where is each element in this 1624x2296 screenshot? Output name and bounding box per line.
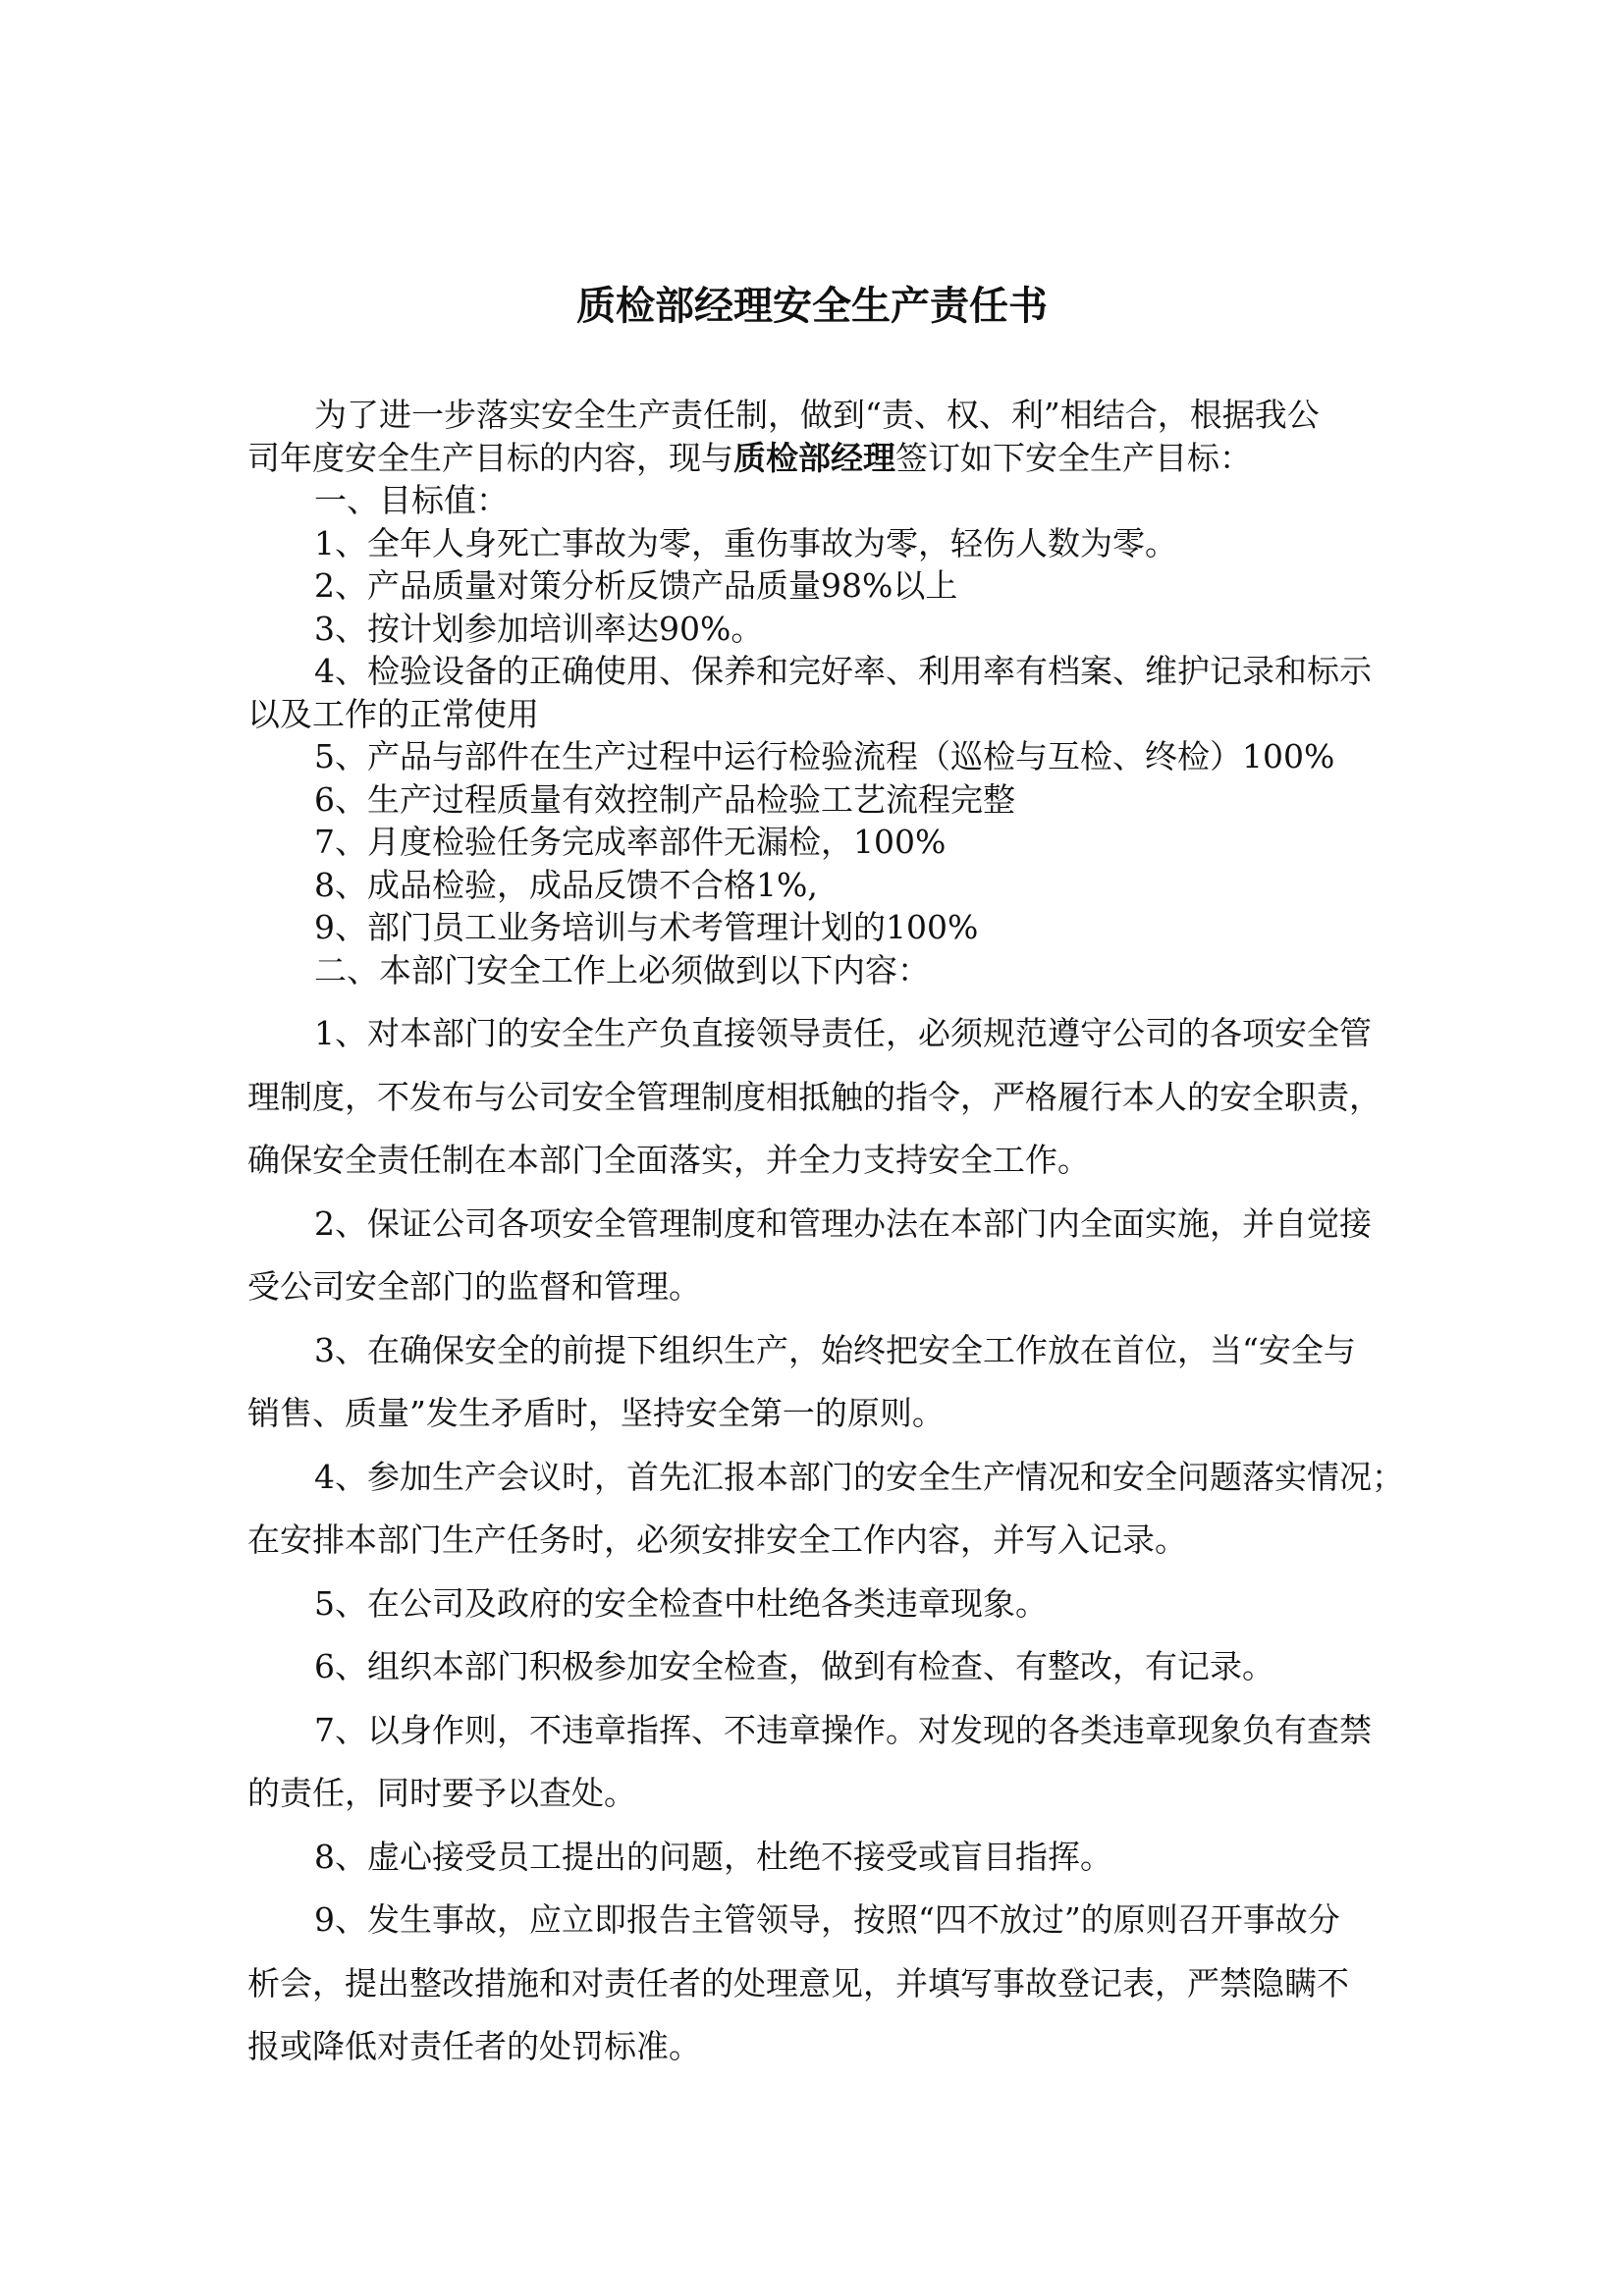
- duty-item-line: 4、参加生产会议时，首先汇报本部门的安全生产情况和安全问题落实情况；: [314, 1457, 1404, 1496]
- duty-item-line: 7、以身作则，不违章指挥、不违章操作。对发现的各类违章现象负有查禁: [314, 1710, 1372, 1749]
- intro-line: [247, 437, 1406, 480]
- target-item: [247, 522, 1406, 565]
- duty-item: [247, 1889, 1406, 2079]
- document-title: 质检部经理安全生产责任书: [576, 283, 1048, 329]
- target-item: [247, 735, 1406, 778]
- target-item-line: 7、月度检验任务完成率部件无漏检，100%: [314, 823, 947, 861]
- target-item-line: 4、检验设备的正确使用、保养和完好率、利用率有档案、维护记录和标示: [314, 652, 1372, 690]
- target-item-line: 6、生产过程质量有效控制产品检验工艺流程完整: [314, 779, 1015, 819]
- duty-item-line: 确保安全责任制在本部门全面落实，并全力支持安全工作。: [247, 1141, 1090, 1179]
- target-item-line: 3、按计划参加培训率达90%。: [314, 609, 764, 648]
- duty-item: [247, 1573, 1406, 1636]
- target-item-line: 以及工作的正常使用: [247, 694, 539, 733]
- target-item: [247, 564, 1406, 608]
- duty-item-line: 报或降低对责任者的处罚标准。: [247, 2027, 701, 2065]
- duty-item-line: 3、在确保安全的前提下组织生产，始终把安全工作放在首位，当“安全与: [314, 1330, 1356, 1369]
- target-item: [247, 778, 1406, 822]
- target-item: [247, 906, 1406, 949]
- target-item-line: 9、部门员工业务培训与术考管理计划的100%: [314, 908, 979, 946]
- target-list: [247, 522, 1406, 949]
- duty-item-line: 析会，提出整改措施和对责任者的处理意见，并填写事故登记表，严禁隐瞒不: [247, 1963, 1349, 2002]
- duty-list: [247, 1002, 1406, 2079]
- duty-item: [247, 1635, 1406, 1699]
- section-heading: 一、目标值：: [314, 481, 509, 519]
- duty-item-line: 8、虚心接受员工提出的问题，杜绝不接受或盲目指挥。: [314, 1837, 1112, 1876]
- duty-item-line: 6、组织本部门积极参加安全检查，做到有检查、有整改，有记录。: [314, 1647, 1274, 1685]
- party-name: 质检部经理: [733, 438, 895, 477]
- duty-item: [247, 1826, 1406, 1890]
- intro-line: 为了进一步落实安全生产责任制，做到“责、权、利”相结合，根据我公: [314, 396, 1320, 434]
- section-targets: [247, 394, 1406, 991]
- duty-item: [247, 1193, 1406, 1319]
- duty-item: [247, 1699, 1406, 1826]
- duty-item-line: 销售、质量”发生矛盾时，坚持安全第一的原则。: [247, 1394, 945, 1432]
- section-heading: 二、本部门安全工作上必须做到以下内容：: [314, 950, 930, 989]
- duty-item: [247, 1002, 1406, 1193]
- duty-item-line: 在安排本部门生产任务时，必须安排安全工作内容，并写入记录。: [247, 1521, 1187, 1559]
- duty-item-line: 受公司安全部门的监督和管理。: [247, 1267, 701, 1306]
- duty-item-line: 的责任，同时要予以查处。: [247, 1774, 636, 1812]
- target-item-line: 1、全年人身死亡事故为零，重伤事故为零，轻伤人数为零。: [314, 523, 1177, 562]
- duty-item-line: 9、发生事故，应立即报告主管领导，按照“四不放过”的原则召开事故分: [314, 1900, 1340, 1939]
- duty-item-line: 2、保证公司各项安全管理制度和管理办法在本部门内全面实施，并自觉接: [314, 1203, 1372, 1243]
- target-item: [247, 821, 1406, 864]
- duty-item: [247, 1319, 1406, 1446]
- duty-item-line: 5、在公司及政府的安全检查中杜绝各类违章现象。: [314, 1583, 1048, 1623]
- target-item-line: 8、成品检验，成品反馈不合格1%,: [314, 865, 818, 904]
- target-item: [247, 608, 1406, 651]
- target-item-line: 5、产品与部件在生产过程中运行检验流程（巡检与互检、终检）100%: [314, 737, 1335, 775]
- duty-item: [247, 1446, 1406, 1573]
- target-item: [247, 650, 1406, 735]
- duty-item-line: 1、对本部门的安全生产负直接领导责任，必须规范遵守公司的各项安全管: [314, 1014, 1372, 1052]
- intro-text: 司年度安全生产目标的内容，现与: [247, 438, 733, 477]
- target-item: [247, 864, 1406, 907]
- target-item-line: 2、产品质量对策分析反馈产品质量98%以上: [314, 566, 958, 605]
- duty-item-line: 理制度，不发布与公司安全管理制度相抵触的指令，严格履行本人的安全职责，: [247, 1077, 1381, 1116]
- intro-text: 签订如下安全生产目标：: [895, 438, 1252, 477]
